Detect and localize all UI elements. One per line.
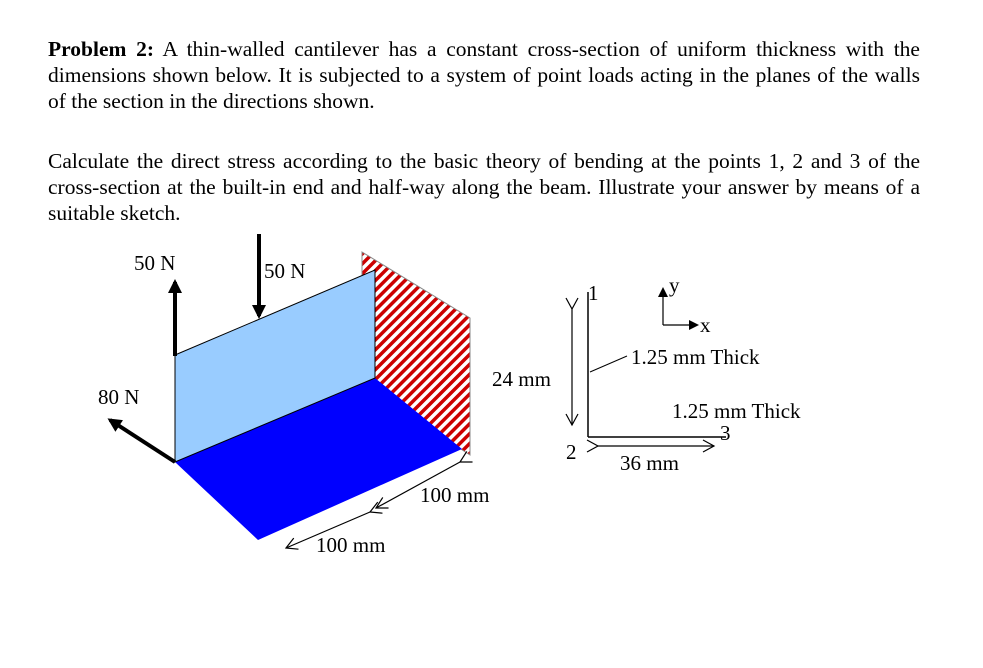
vertical-wall-thickness: 1.25 mm Thick (631, 345, 760, 369)
point-2-label: 2 (566, 440, 577, 464)
load-label-down: 50 N (264, 259, 306, 283)
load-label-up: 50 N (134, 251, 176, 275)
problem-task: Calculate the direct stress according to the basic theory of bending at the points 1, 2 and 3 of the cross-section at the built-in end and half-way along the beam. Illustrate your answer by means of a suitable sketch. (48, 149, 920, 225)
load-label-diagonal: 80 N (98, 385, 140, 409)
width-label: 100 mm (316, 533, 386, 557)
point-1-label: 1 (588, 281, 599, 305)
point-3-label: 3 (720, 421, 731, 445)
problem-intro: A thin-walled cantilever has a constant cross-section of uniform thickness with the dimensions shown below. It is subjected to a system of point loads acting in the planes of the walls of the section in the directions shown. (48, 37, 920, 113)
axis-y-label: y (669, 273, 680, 297)
length-label: 100 mm (420, 483, 490, 507)
vertical-wall-leader (590, 356, 627, 372)
diagonal-load-arrow (110, 420, 175, 462)
section-width-label: 36 mm (620, 451, 679, 475)
axis-x-label: x (700, 313, 711, 337)
height-label: 24 mm (492, 367, 551, 391)
problem-heading: Problem 2: (48, 37, 155, 61)
horizontal-wall-thickness: 1.25 mm Thick (672, 399, 801, 423)
